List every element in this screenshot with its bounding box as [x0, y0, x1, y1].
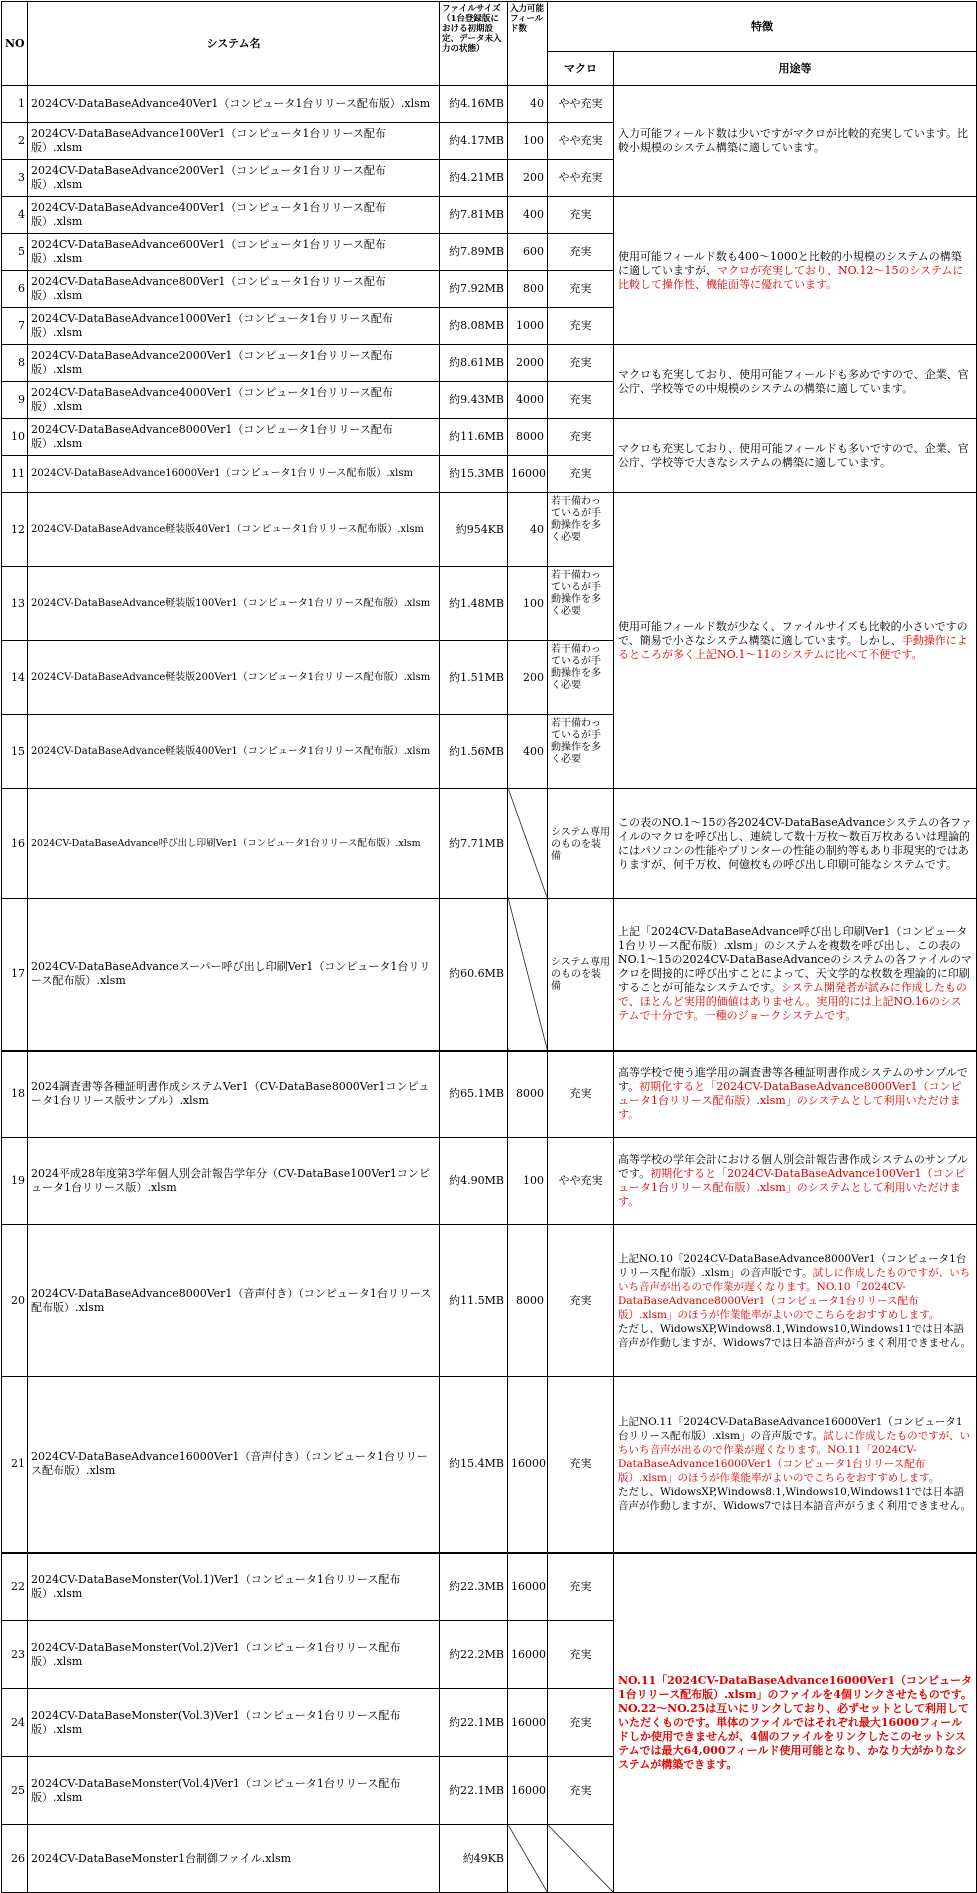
usage-group-1: 入力可能フィールド数は少いですがマクロが比較的充実しています。比較小規模のシステム構築に適しています。 — [614, 86, 977, 197]
row-fields: 4000 — [508, 382, 548, 419]
row-name: 2024CV-DataBaseAdvance16000Ver1（音声付き）（コンピュータ1台リリース配布版）.xlsm — [28, 1377, 440, 1553]
row-name: 2024CV-DataBaseAdvance軽装版100Ver1（コンピュータ1台リリース配布版）.xlsm — [28, 567, 440, 641]
row-fields: 8000 — [508, 1225, 548, 1377]
row-name: 2024CV-DataBaseAdvance16000Ver1（コンピュータ1台リリース配布版）.xlsm — [28, 456, 440, 493]
row-no: 12 — [2, 493, 28, 567]
row-macro: やや充実 — [548, 123, 614, 160]
usage-text-red: 試しに作成したものですが、いちいち音声が出るので作業が遅くなります。NO.11「2024CV-DataBaseAdvance16000Ver1（コンピュータ1台リリース配布版）.xlsm」のほうが作業能率がよいのでこちらをおすすめします。 — [618, 1430, 971, 1485]
row-no: 25 — [2, 1757, 28, 1825]
row-macro: やや充実 — [548, 160, 614, 197]
row-no: 20 — [2, 1225, 28, 1377]
row-name: 2024CV-DataBaseAdvance4000Ver1（コンピュータ1台リリース配布版）.xlsm — [28, 382, 440, 419]
table-row — [2, 899, 977, 1051]
row-size: 約1.48MB — [440, 567, 508, 641]
row-name: 2024CV-DataBaseMonster(Vol.1)Ver1（コンピュータ1台リリース配布版）.xlsm — [28, 1553, 440, 1621]
row-size: 約22.2MB — [440, 1621, 508, 1689]
row-fields: 16000 — [508, 1621, 548, 1689]
row-fields: 2000 — [508, 345, 548, 382]
header-features: 特徴 — [548, 2, 977, 52]
usage-text: 高等学校の学年会計における個人別会計報告書作成システムのサンプルです。 — [618, 1153, 968, 1180]
row-name: 2024CV-DataBaseAdvance軽装版40Ver1（コンピュータ1台リリース配布版）.xlsm — [28, 493, 440, 567]
row-name: 2024CV-DataBaseAdvance2000Ver1（コンピュータ1台リリース配布版）.xlsm — [28, 345, 440, 382]
usage-text: 使用可能フィールド数も400～1000と比較的小規模のシステムの構築に適していますが、 — [618, 249, 962, 277]
table-row — [2, 86, 977, 123]
row-macro: 若干備わっているが手動操作を多く必要 — [548, 715, 614, 789]
row-fields: 200 — [508, 160, 548, 197]
row-size: 約60.6MB — [440, 899, 508, 1051]
row-size: 約4.16MB — [440, 86, 508, 123]
row-fields — [508, 899, 548, 1051]
row-size: 約4.21MB — [440, 160, 508, 197]
table-row — [2, 493, 977, 567]
row-macro: 充実 — [548, 1689, 614, 1757]
row-no: 17 — [2, 899, 28, 1051]
usage-text: 上記NO.10「2024CV-DataBaseAdvance8000Ver1（コンピュータ1台リリース配布版）.xlsm」の音声版です。 — [618, 1252, 967, 1279]
row-fields: 800 — [508, 271, 548, 308]
row-macro: 充実 — [548, 456, 614, 493]
row-no: 24 — [2, 1689, 28, 1757]
row-fields: 100 — [508, 1138, 548, 1225]
row-no: 18 — [2, 1051, 28, 1138]
row-name: 2024CV-DataBaseAdvance100Ver1（コンピュータ1台リリース配布版）.xlsm — [28, 123, 440, 160]
row-size: 約7.71MB — [440, 789, 508, 899]
row-macro: 充実 — [548, 419, 614, 456]
table-row — [2, 1051, 977, 1138]
row-fields: 16000 — [508, 1377, 548, 1553]
row-size: 約1.51MB — [440, 641, 508, 715]
row-no: 10 — [2, 419, 28, 456]
usage-text-red: システム開発者が試みに作成したもので、ほとんど実用的価値はありません。実用的には上記NO.16のシステムで十分です。一種のジョークシステムです。 — [618, 981, 967, 1023]
row-macro: 若干備わっているが手動操作を多く必要 — [548, 493, 614, 567]
usage-group-6: NO.11「2024CV-DataBaseAdvance16000Ver1（コンピュータ1台リリース配布版）.xlsm」のファイルを4個リンクさせたものです。NO.22～NO.25は互いにリンクしており、必ずセットとして利用していただくものです。単体のファイルではそれぞれ最大16000フィールドしか使用できませんが、4個のファイルをリンクしたこのセットシステムでは最大64,000フィールド使用可能となり、かなり大がかりなシステムが構築できます。 — [614, 1553, 977, 1893]
row-macro: 充実 — [548, 234, 614, 271]
row-fields: 8000 — [508, 419, 548, 456]
row-size: 約9.43MB — [440, 382, 508, 419]
usage-text: 高等学校で使う進学用の調査書等各種証明書作成システムのサンプルです。 — [618, 1066, 968, 1094]
header-no: NO — [2, 2, 28, 86]
header-system-name: システム名 — [28, 2, 440, 86]
row-macro: 充実 — [548, 271, 614, 308]
row-fields: 16000 — [508, 1553, 548, 1621]
usage-text: 上記「2024CV-DataBaseAdvance呼び出し印刷Ver1（コンピュータ1台リリース配布版）.xlsm」のシステムを複数を呼び出し、この表のNO.1～15の2024CV-DataBaseAdvanceのシステムの各ファイルのマクロを間接的に呼び出すことによって、天文学的な枚数を理論的に印刷することが可能なシステムです。 — [618, 925, 972, 995]
row-size: 約954KB — [440, 493, 508, 567]
table-row — [2, 789, 977, 899]
row-fields — [508, 789, 548, 899]
row-size: 約11.6MB — [440, 419, 508, 456]
row-fields: 200 — [508, 641, 548, 715]
header-usage: 用途等 — [614, 52, 977, 86]
row-name: 2024CV-DataBaseAdvance1000Ver1（コンピュータ1台リリース配布版）.xlsm — [28, 308, 440, 345]
row-size: 約4.17MB — [440, 123, 508, 160]
row-name: 2024CV-DataBaseAdvance軽装版200Ver1（コンピュータ1台リリース配布版）.xlsm — [28, 641, 440, 715]
usage-text: 使用可能フィールド数が少なく、ファイルサイズも比較的小さいですので、簡易で小さなシステム構築に適しています。しかし、 — [618, 619, 968, 647]
row-no: 16 — [2, 789, 28, 899]
row-no: 4 — [2, 197, 28, 234]
row-size: 約8.08MB — [440, 308, 508, 345]
usage-text-red: 手動操作によるところが多く上記NO.1～11のシステムに比べて不便です。 — [618, 633, 968, 661]
row-macro: 充実 — [548, 382, 614, 419]
usage-text-red: 初期化すると「2024CV-DataBaseAdvance100Ver1（コンピュータ1台リリース配布版）.xlsm」のシステムとして利用いただけます。 — [618, 1167, 966, 1208]
usage-group-2 — [614, 197, 977, 345]
table-row — [2, 1377, 977, 1553]
row-macro: 充実 — [548, 1621, 614, 1689]
table-row — [2, 1225, 977, 1377]
row-fields: 400 — [508, 197, 548, 234]
row-macro: 充実 — [548, 1225, 614, 1377]
row-no: 2 — [2, 123, 28, 160]
row-no: 13 — [2, 567, 28, 641]
usage-row-17 — [614, 899, 977, 1051]
row-macro: 若干備わっているが手動操作を多く必要 — [548, 641, 614, 715]
table-row — [2, 197, 977, 234]
usage-text-red: 初期化すると「2024CV-DataBaseAdvance8000Ver1（コンピュータ1台リリース配布版）.xlsm」のシステムとして利用いただけます。 — [618, 1080, 962, 1122]
row-name: 2024CV-DataBaseMonster1台制御ファイル.xlsm — [28, 1825, 440, 1893]
row-size: 約65.1MB — [440, 1051, 508, 1138]
row-no: 22 — [2, 1553, 28, 1621]
table-row — [2, 345, 977, 382]
row-name: 2024調査書等各種証明書作成システムVer1（CV-DataBase8000Ver1コンピュータ1台リリース版サンプル）.xlsm — [28, 1051, 440, 1138]
row-size: 約22.3MB — [440, 1553, 508, 1621]
usage-row-16: この表のNO.1～15の各2024CV-DataBaseAdvanceシステムの各ファイルのマクロを呼び出し、連続して数十万枚～数百万枚あるいは理論的にはパソコンの性能やプリンターの性能の制約等もあり非現実的ではありますが、何千万枚、何億枚もの呼び出し印刷可能なシステムです。 — [614, 789, 977, 899]
row-fields: 16000 — [508, 1757, 548, 1825]
row-macro: 充実 — [548, 345, 614, 382]
usage-row-18 — [614, 1051, 977, 1138]
usage-text: ただし、WidowsXP,Windows8.1,Windows10,Windows11では日本語音声が作動しますが、Widows7では日本語音声がうまく利用できません。 — [618, 1486, 972, 1513]
row-size: 約7.81MB — [440, 197, 508, 234]
row-no: 6 — [2, 271, 28, 308]
row-size: 約15.3MB — [440, 456, 508, 493]
row-name: 2024CV-DataBaseAdvance8000Ver1（音声付き）（コンピュータ1台リリース配布版）.xlsm — [28, 1225, 440, 1377]
row-macro: 充実 — [548, 1553, 614, 1621]
row-no: 23 — [2, 1621, 28, 1689]
usage-row-20 — [614, 1225, 977, 1377]
header-file-size: ファイルサイズ（1台登録版における初期設定、データ未入力の状態） — [440, 2, 508, 86]
row-name: 2024CV-DataBaseAdvance40Ver1（コンピュータ1台リリース配布版）.xlsm — [28, 86, 440, 123]
row-fields: 1000 — [508, 308, 548, 345]
row-name: 2024CV-DataBaseAdvance200Ver1（コンピュータ1台リリース配布版）.xlsm — [28, 160, 440, 197]
row-size: 約8.61MB — [440, 345, 508, 382]
usage-group-3: マクロも充実しており、使用可能フィールドも多めですので、企業、官公庁、学校等での中規模のシステムの構築に適しています。 — [614, 345, 977, 419]
row-size: 約22.1MB — [440, 1689, 508, 1757]
row-name: 2024平成28年度第3学年個人別会計報告学年分（CV-DataBase100Ver1コンピュータ1台リリース版）.xlsm — [28, 1138, 440, 1225]
row-no: 11 — [2, 456, 28, 493]
row-no: 5 — [2, 234, 28, 271]
row-name: 2024CV-DataBaseMonster(Vol.2)Ver1（コンピュータ1台リリース配布版）.xlsm — [28, 1621, 440, 1689]
row-macro: 充実 — [548, 1377, 614, 1553]
row-no: 26 — [2, 1825, 28, 1893]
row-size: 約7.92MB — [440, 271, 508, 308]
row-size: 約15.4MB — [440, 1377, 508, 1553]
row-fields — [508, 1825, 548, 1893]
row-size: 約22.1MB — [440, 1757, 508, 1825]
row-size: 約1.56MB — [440, 715, 508, 789]
table-row — [2, 1138, 977, 1225]
row-no: 9 — [2, 382, 28, 419]
usage-group-5 — [614, 493, 977, 789]
usage-text: ただし、WidowsXP,Windows8.1,Windows10,Windows11では日本語音声が作動しますが、Widows7では日本語音声がうまく利用できません。 — [618, 1322, 972, 1349]
row-macro: やや充実 — [548, 1138, 614, 1225]
table-row — [2, 1553, 977, 1621]
row-name: 2024CV-DataBaseMonster(Vol.3)Ver1（コンピュータ1台リリース配布版）.xlsm — [28, 1689, 440, 1757]
usage-group-4: マクロも充実しており、使用可能フィールドも多いですので、企業、官公庁、学校等で大きなシステムの構築に適しています。 — [614, 419, 977, 493]
row-macro: 充実 — [548, 197, 614, 234]
row-size: 約7.89MB — [440, 234, 508, 271]
row-no: 3 — [2, 160, 28, 197]
row-macro: やや充実 — [548, 86, 614, 123]
system-comparison-table — [1, 1, 977, 1893]
row-name: 2024CV-DataBaseAdvance軽装版400Ver1（コンピュータ1台リリース配布版）.xlsm — [28, 715, 440, 789]
row-size: 約49KB — [440, 1825, 508, 1893]
usage-row-21 — [614, 1377, 977, 1553]
row-no: 19 — [2, 1138, 28, 1225]
row-no: 8 — [2, 345, 28, 382]
row-no: 14 — [2, 641, 28, 715]
row-macro: 充実 — [548, 1757, 614, 1825]
usage-row-19 — [614, 1138, 977, 1225]
usage-text-red: 試しに作成したものですが、いちいち音声が出るので作業が遅くなります。NO.10「2024CV-DataBaseAdvance8000Ver1（コンピュータ1台リリース配布版）.xlsm」のほうが作業能率がよいのでこちらをおすすめします。 — [618, 1266, 971, 1321]
row-macro: システム専用のものを装備 — [548, 789, 614, 899]
usage-text: 上記NO.11「2024CV-DataBaseAdvance16000Ver1（コンピュータ1台リリース配布版）.xlsm」の音声版です。 — [618, 1416, 963, 1443]
row-fields: 16000 — [508, 456, 548, 493]
table-row — [2, 419, 977, 456]
row-name: 2024CV-DataBaseAdvance600Ver1（コンピュータ1台リリース配布版）.xlsm — [28, 234, 440, 271]
row-macro: システム専用のものを装備 — [548, 899, 614, 1051]
row-macro: 充実 — [548, 1051, 614, 1138]
row-name: 2024CV-DataBaseAdvance400Ver1（コンピュータ1台リリース配布版）.xlsm — [28, 197, 440, 234]
row-name: 2024CV-DataBaseAdvance800Ver1（コンピュータ1台リリース配布版）.xlsm — [28, 271, 440, 308]
row-fields: 8000 — [508, 1051, 548, 1138]
row-no: 1 — [2, 86, 28, 123]
header-input-fields: 入力可能フィールド数 — [508, 2, 548, 86]
row-fields: 100 — [508, 567, 548, 641]
row-macro: 充実 — [548, 308, 614, 345]
row-fields: 40 — [508, 86, 548, 123]
row-size: 約11.5MB — [440, 1225, 508, 1377]
row-name: 2024CV-DataBaseAdvanceスーパー呼び出し印刷Ver1（コンピュータ1台リリース配布版）.xlsm — [28, 899, 440, 1051]
row-name: 2024CV-DataBaseAdvance呼び出し印刷Ver1（コンピュータ1台リリース配布版）.xlsm — [28, 789, 440, 899]
row-no: 21 — [2, 1377, 28, 1553]
row-macro — [548, 1825, 614, 1893]
row-fields: 600 — [508, 234, 548, 271]
row-no: 7 — [2, 308, 28, 345]
row-no: 15 — [2, 715, 28, 789]
row-name: 2024CV-DataBaseAdvance8000Ver1（コンピュータ1台リリース配布版）.xlsm — [28, 419, 440, 456]
row-name: 2024CV-DataBaseMonster(Vol.4)Ver1（コンピュータ1台リリース配布版）.xlsm — [28, 1757, 440, 1825]
row-fields: 40 — [508, 493, 548, 567]
row-macro: 若干備わっているが手動操作を多く必要 — [548, 567, 614, 641]
header-macro: マクロ — [548, 52, 614, 86]
row-fields: 16000 — [508, 1689, 548, 1757]
row-size: 約4.90MB — [440, 1138, 508, 1225]
usage-text-red: マクロが充実しており、NO.12～15のシステムに比較して操作性、機能面等に優れています。 — [618, 263, 964, 291]
row-fields: 400 — [508, 715, 548, 789]
row-fields: 100 — [508, 123, 548, 160]
